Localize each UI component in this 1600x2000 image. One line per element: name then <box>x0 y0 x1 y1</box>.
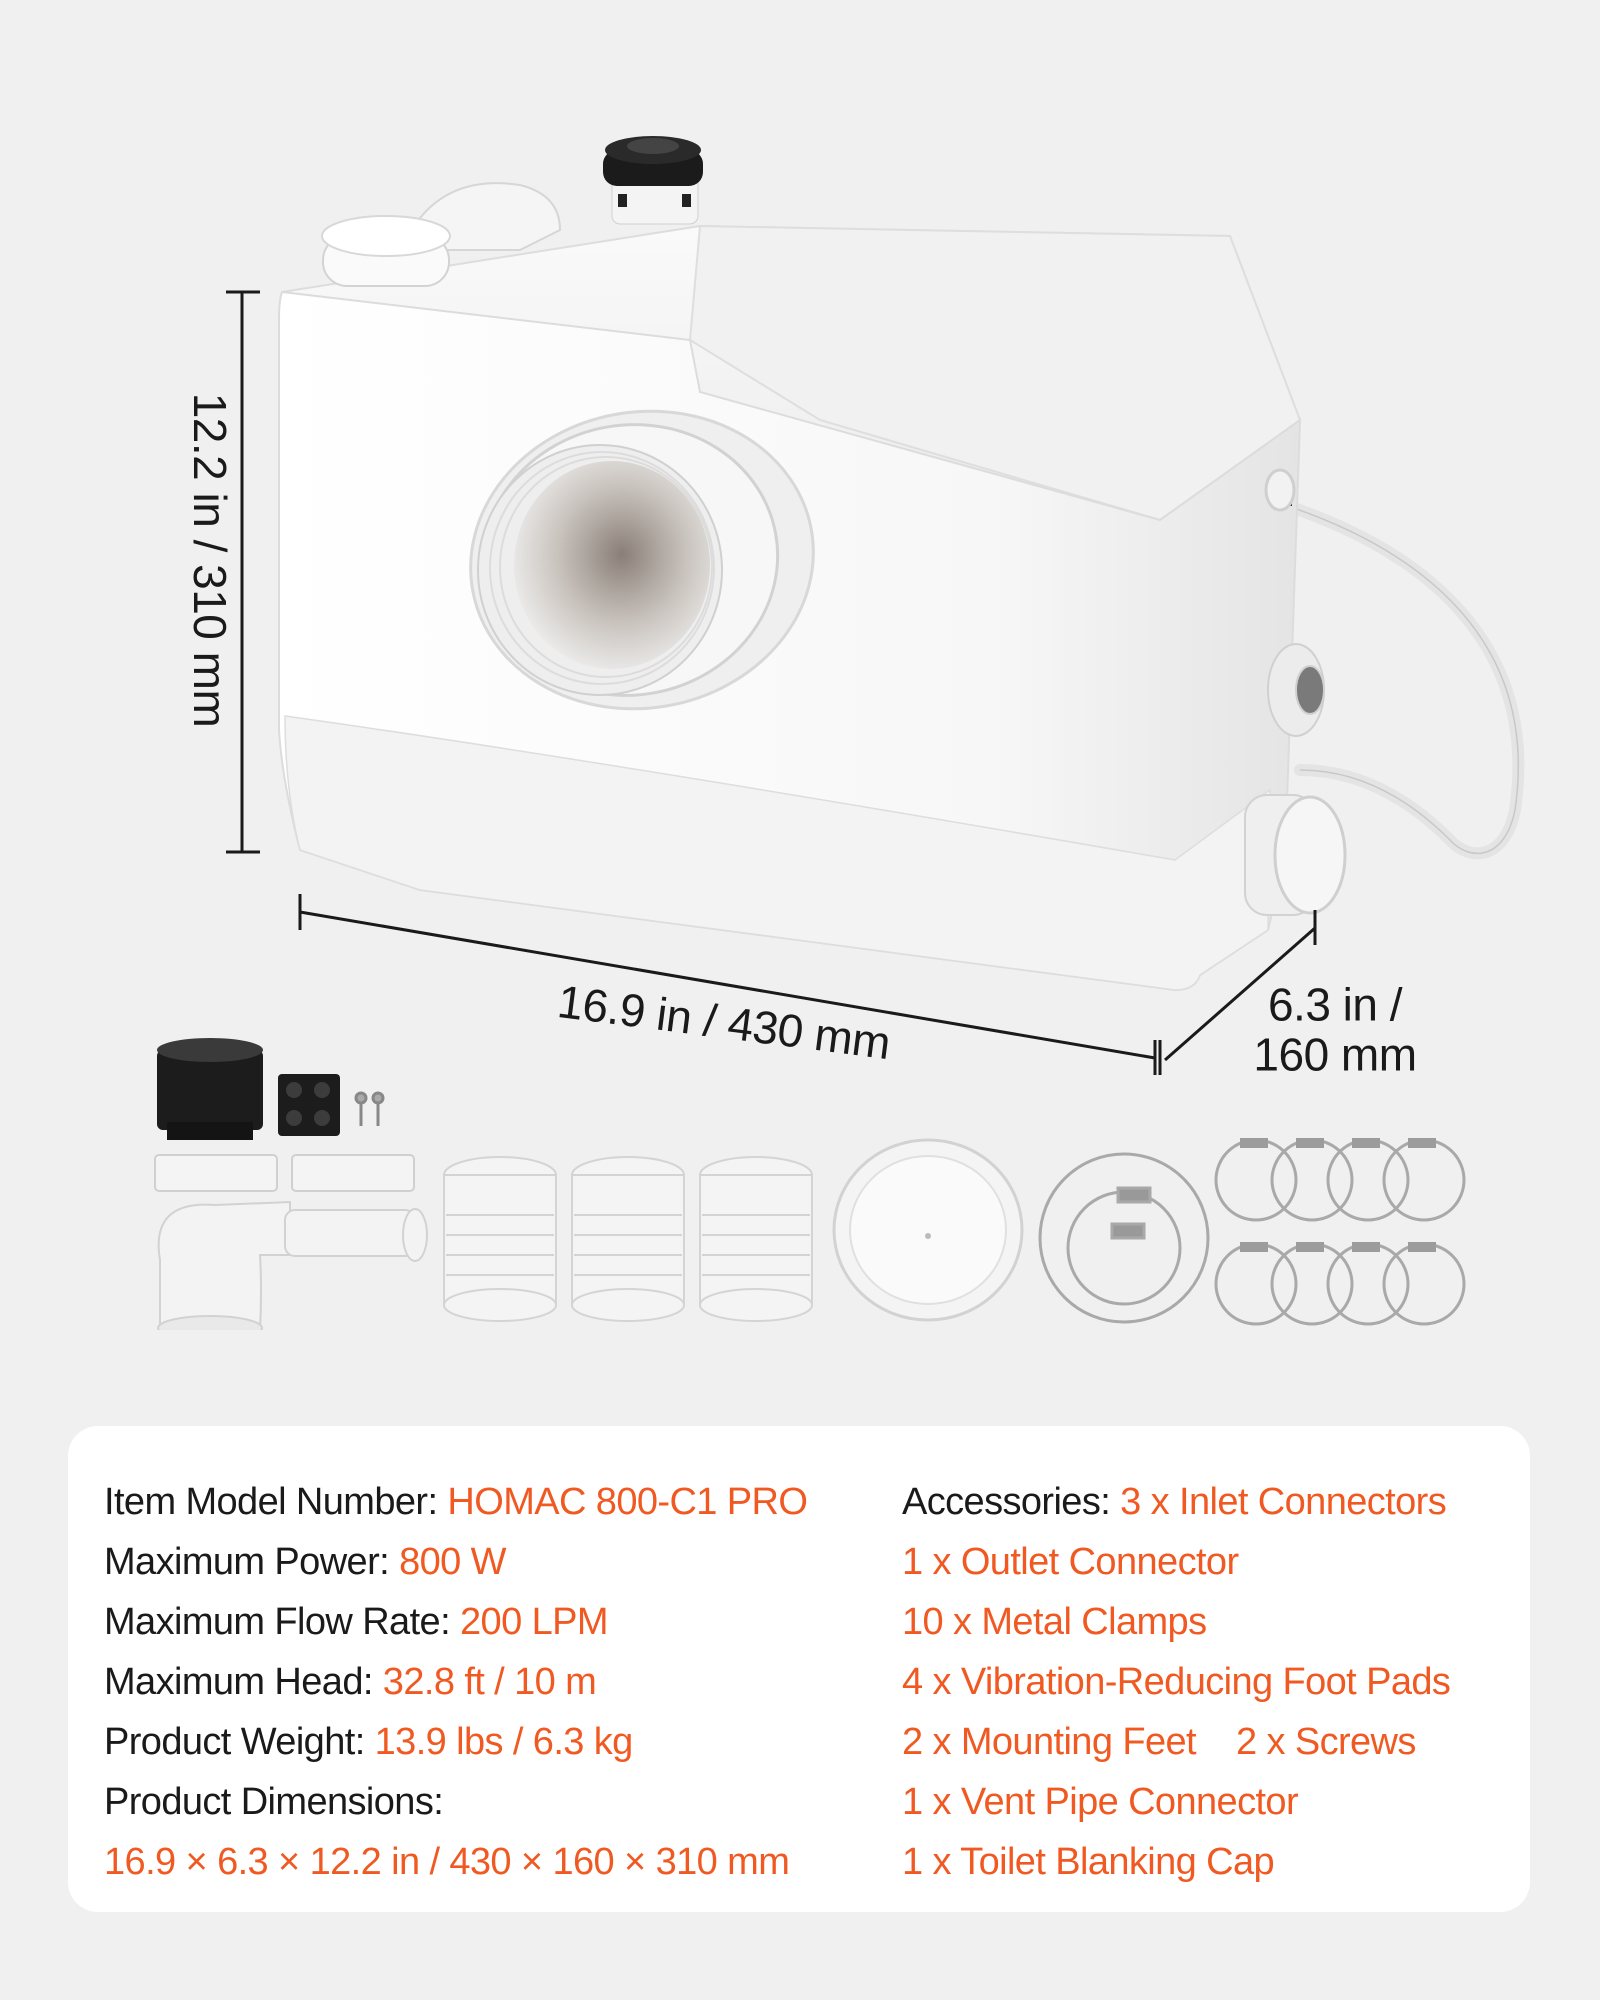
small-clamps-icon <box>1216 1138 1464 1324</box>
model-row <box>104 1472 884 1532</box>
accessory-row <box>902 1592 1522 1652</box>
power-label: Maximum Power: <box>104 1541 400 1583</box>
accessory-row <box>902 1652 1522 1712</box>
flow-value: 200 LPM <box>460 1601 608 1643</box>
mounting-feet-icon <box>155 1155 414 1191</box>
dimensions-row <box>104 1772 884 1832</box>
accessory-item: 1 x Outlet Connector <box>902 1541 1239 1583</box>
large-clamps-icon <box>1040 1154 1208 1322</box>
dimensions-value: 16.9 × 6.3 × 12.2 in / 430 × 160 × 310 mm <box>104 1841 790 1883</box>
head-row <box>104 1652 884 1712</box>
accessory-item: 3 x Inlet Connectors <box>1120 1481 1447 1523</box>
vent-pipe-connector-icon <box>157 1038 263 1140</box>
accessory-item: 10 x Metal Clamps <box>902 1601 1207 1643</box>
head-label: Maximum Head: <box>104 1661 383 1703</box>
accessories-label: Accessories: <box>902 1481 1121 1523</box>
power-row <box>104 1532 884 1592</box>
head-value: 32.8 ft / 10 m <box>382 1661 597 1703</box>
accessories-row <box>902 1472 1522 1532</box>
power-value: 800 W <box>399 1541 506 1583</box>
accessory-row <box>902 1772 1522 1832</box>
accessory-row <box>902 1712 1522 1772</box>
accessory-item: 4 x Vibration-Reducing Foot Pads <box>902 1661 1451 1703</box>
flow-row <box>104 1592 884 1652</box>
outlet-connector-icon <box>158 1202 427 1330</box>
height-dimension-label: 12.2 in / 310 mm <box>184 392 236 728</box>
spec-column <box>104 1472 884 1892</box>
model-label: Item Model Number: <box>104 1481 448 1523</box>
accessory-item: 2 x Mounting Feet <box>902 1721 1196 1763</box>
blanking-cap-icon <box>834 1140 1022 1320</box>
inlet-connectors-icon <box>444 1157 812 1321</box>
dimensions-label: Product Dimensions: <box>104 1781 444 1823</box>
weight-label: Product Weight: <box>104 1721 375 1763</box>
spec-card <box>68 1426 1530 1912</box>
depth-line-2: 160 mm <box>1253 1028 1417 1080</box>
depth-line-1: 6.3 in / <box>1267 978 1403 1031</box>
foot-pads-icon <box>278 1074 340 1136</box>
model-value: HOMAC 800-C1 PRO <box>447 1481 808 1523</box>
accessory-item: 1 x Vent Pipe Connector <box>902 1781 1299 1823</box>
accessory-row <box>902 1832 1522 1892</box>
accessory-item: 2 x Screws <box>1235 1721 1416 1763</box>
weight-row <box>104 1712 884 1772</box>
accessories-image <box>0 1030 1600 1330</box>
flow-label: Maximum Flow Rate: <box>104 1601 461 1643</box>
weight-value: 13.9 lbs / 6.3 kg <box>374 1721 633 1763</box>
dimensions-value-row <box>104 1832 884 1892</box>
length-dimension-label: 16.9 in / 430 mm <box>554 974 894 1070</box>
accessory-item: 1 x Toilet Blanking Cap <box>902 1841 1275 1883</box>
screws-icon <box>356 1093 383 1126</box>
accessories-column <box>902 1472 1522 1892</box>
accessory-row <box>902 1532 1522 1592</box>
